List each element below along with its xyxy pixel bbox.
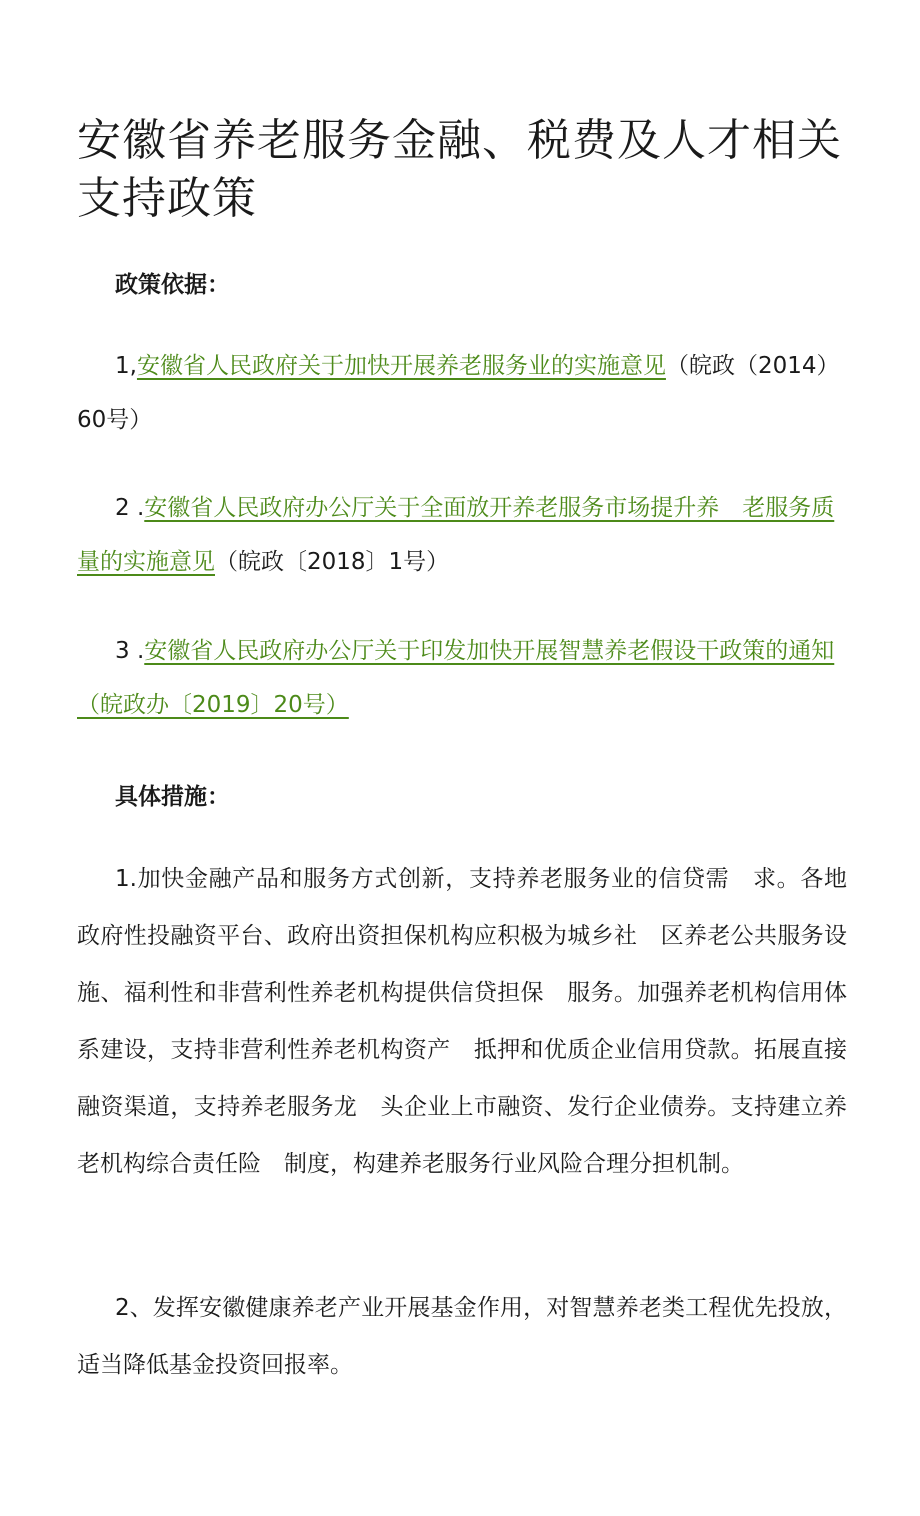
basis-link-3[interactable]: 安徽省人民政府办公厅关于印发加快开展智慧养老假设干政策的通知（皖政办〔2019〕20号） (77, 638, 835, 718)
basis-item-1 (77, 339, 852, 447)
measure-number: 2、 (115, 1295, 153, 1321)
measure-paragraph-1 (77, 851, 847, 1193)
measure-number: 1. (115, 866, 137, 892)
basis-item-suffix: （皖政〔2018〕1号） (215, 549, 450, 575)
basis-heading: 政策依据： (115, 272, 230, 298)
basis-item-suffix: （皖政（2014）60号） (77, 353, 840, 433)
measures-heading: 具体措施： (115, 784, 230, 810)
basis-item-number: 3 . (115, 638, 145, 664)
measure-paragraph-2 (77, 1280, 847, 1394)
basis-item-number: 2 . (115, 495, 145, 521)
basis-item-3 (77, 624, 852, 732)
basis-item-2 (77, 481, 852, 589)
document-title: 安徽省养老服务金融、税费及人才相关支持政策 (77, 115, 842, 224)
basis-link-1[interactable]: 安徽省人民政府关于加快开展养老服务业的实施意见 (136, 353, 666, 379)
measure-text: 发挥安徽健康养老产业开展基金作用，对智慧养老类工程优先投放，适当降低基金投资回报率。 (77, 1295, 847, 1378)
basis-link-2[interactable]: 安徽省人民政府办公厅关于全面放开养老服务市场提升养 老服务质量的实施意见 (77, 495, 835, 575)
basis-item-number: 1, (115, 353, 137, 379)
measure-text: 加快金融产品和服务方式创新，支持养老服务业的信贷需 求。各地政府性投融资平台、政府出资担保机构应积极为城乡社 区养老公共服务设施、福利性和非营利性养老机构提供信贷担保 服务。加强养老机构信用体系建设，支持非营利性养老机构资产 抵押和优质企业信用贷款。拓展直接融资渠道，支持养老服务龙 头企业上市融资、发行企业债券。支持建立养老机构综合责任险 制度，构建养老服务行业风险合理分担机制。 (77, 866, 847, 1177)
